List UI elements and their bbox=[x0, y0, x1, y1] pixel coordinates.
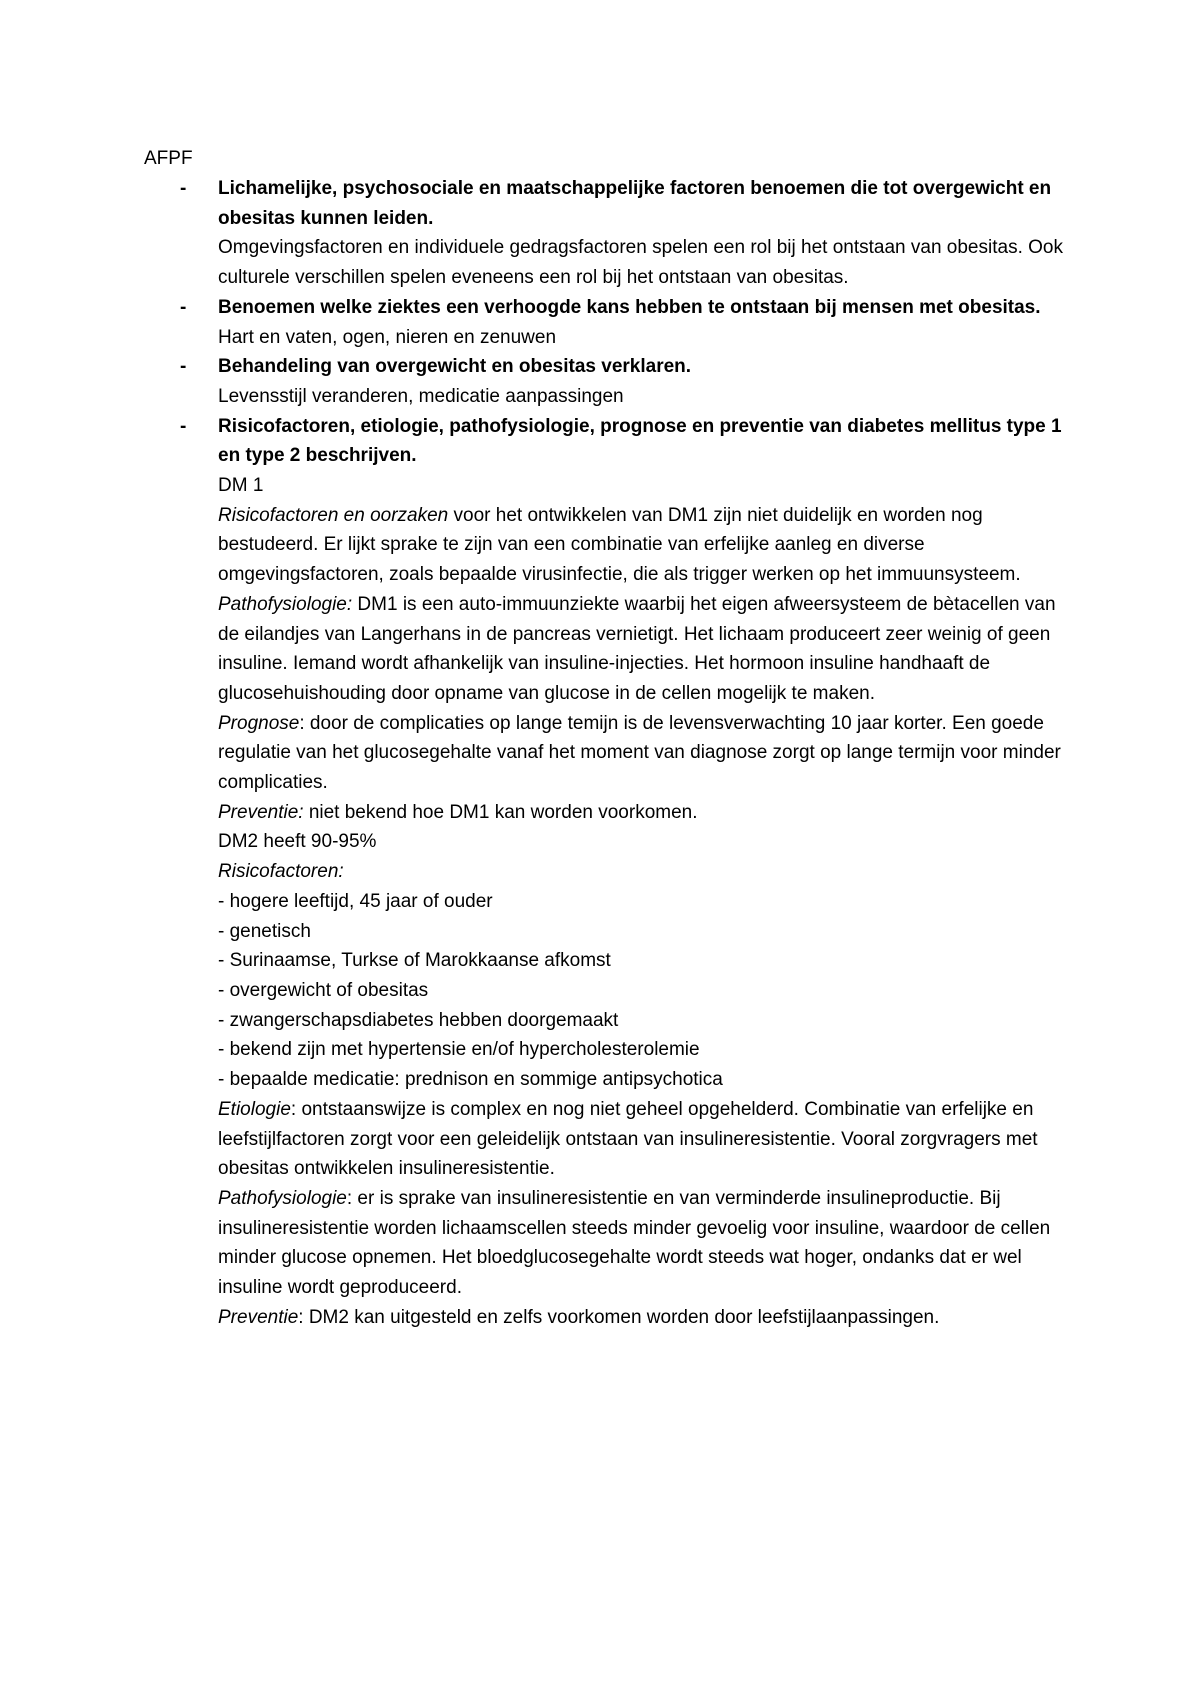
section-text: Omgevingsfactoren en individuele gedragsfactoren spelen een rol bij het ontstaan van obesitas. Ook culturele verschillen spelen eveneens een rol bij het ontstaan van obesitas. bbox=[218, 237, 1063, 289]
paragraph-dm1-prevention bbox=[218, 798, 1064, 828]
paragraph-label: Preventie: bbox=[218, 801, 304, 823]
risk-list-item: - bekend zijn met hypertensie en/of hypercholesterolemie bbox=[218, 1039, 700, 1061]
section-heading: Lichamelijke, psychosociale en maatschappelijke factoren benoemen die tot overgewicht en obesitas kunnen leiden. bbox=[218, 178, 1052, 229]
paragraph-label: Risicofactoren en oorzaken bbox=[218, 504, 449, 526]
paragraph-text: : ontstaanswijze is complex en nog niet geheel opgehelderd. Combinatie van erfelijke en leefstijlfactoren zorgt voor een geleidelijk ontstaan van insulineresistentie. Vooral zorgvragers met obesitas ontwikkelen insulineresistentie. bbox=[218, 1098, 1038, 1180]
paragraph-dm2-prevention bbox=[218, 1303, 1064, 1333]
section-text: Hart en vaten, ogen, nieren en zenuwen bbox=[218, 326, 557, 348]
paragraph-label: Etiologie bbox=[218, 1098, 291, 1120]
paragraph-label: Risicofactoren: bbox=[218, 861, 344, 883]
section-item-2 bbox=[144, 293, 1064, 352]
paragraph-dm2-risk-label bbox=[218, 857, 1064, 887]
paragraph-dm2-pathophysiology bbox=[218, 1184, 1064, 1303]
dm1-heading: DM 1 bbox=[218, 475, 264, 497]
paragraph-text: voor het ontwikkelen van DM1 zijn niet duidelijk en worden nog bestudeerd. Er lijkt sprake te zijn van een combinatie van erfelijke aanleg en diverse omgevingsfactoren, zoals bepaalde virusinfectie, die als trigger werken op het immuunsysteem. bbox=[218, 504, 1021, 586]
paragraph-label: Pathofysiologie bbox=[218, 1187, 347, 1209]
bullet-dash: - bbox=[180, 178, 187, 199]
section-item-1 bbox=[144, 174, 1064, 293]
paragraph-dm1-risk bbox=[218, 501, 1064, 590]
paragraph-text: : door de complicaties op lange temijn is de levensverwachting 10 jaar korter. Een goede regulatie van het glucosegehalte vanaf het moment van diagnose zorgt op lange termijn voor minder complicaties. bbox=[218, 712, 1061, 794]
paragraph-text: : er is sprake van insulineresistentie en van verminderde insulineproductie. Bij insulineresistentie worden lichaamscellen steeds minder gevoelig voor insuline, waardoor de cellen minder glucose opnemen. Het bloedglucosegehalte wordt steeds wat hoger, ondanks dat er wel insuline wordt geproduceerd. bbox=[218, 1187, 1051, 1299]
section-heading: Risicofactoren, etiologie, pathofysiologie, prognose en preventie van diabetes mellitus type 1 en type 2 beschrijven. bbox=[218, 415, 1062, 467]
paragraph-label: Prognose bbox=[218, 712, 300, 734]
paragraph-text: : DM2 kan uitgesteld en zelfs voorkomen worden door leefstijlaanpassingen. bbox=[298, 1306, 940, 1328]
bullet-dash: - bbox=[180, 356, 187, 378]
section-list bbox=[144, 174, 1064, 1332]
risk-list-item: - overgewicht of obesitas bbox=[218, 979, 429, 1001]
dm2-heading: DM2 heeft 90-95% bbox=[218, 831, 377, 853]
section-heading: Behandeling van overgewicht en obesitas verklaren. bbox=[218, 356, 692, 378]
paragraph-dm1-pathophysiology bbox=[218, 590, 1064, 709]
bullet-dash: - bbox=[180, 296, 187, 318]
paragraph-text: niet bekend hoe DM1 kan worden voorkomen. bbox=[303, 801, 698, 823]
section-item-3 bbox=[144, 352, 1064, 411]
risk-list-item: - genetisch bbox=[218, 920, 311, 942]
risk-list-item: - bepaalde medicatie: prednison en sommige antipsychotica bbox=[218, 1069, 723, 1091]
section-text: Levensstijl veranderen, medicatie aanpassingen bbox=[218, 385, 624, 407]
paragraph-label: Pathofysiologie: bbox=[218, 593, 353, 615]
bullet-dash: - bbox=[180, 415, 187, 437]
document-title: AFPF bbox=[144, 148, 193, 169]
section-heading: Benoemen welke ziektes een verhoogde kans hebben te ontstaan bij mensen met obesitas. bbox=[218, 296, 1041, 318]
paragraph-dm1-prognosis bbox=[218, 709, 1064, 798]
risk-list-item: - Surinaamse, Turkse of Marokkaanse afkomst bbox=[218, 950, 611, 972]
risk-list-item: - zwangerschapsdiabetes hebben doorgemaakt bbox=[218, 1009, 619, 1031]
paragraph-text: DM1 is een auto-immuunziekte waarbij het eigen afweersysteem de bètacellen van de eilandjes van Langerhans in de pancreas vernietigt. Het lichaam produceert zeer weinig of geen insuline. Iemand wordt afhankelijk van insuline-injecties. Het hormoon insuline handhaaft de glucosehuishouding door opname van glucose in de cellen mogelijk te maken. bbox=[218, 593, 1056, 704]
risk-list-item: - hogere leeftijd, 45 jaar of ouder bbox=[218, 890, 493, 912]
paragraph-label: Preventie bbox=[218, 1306, 299, 1328]
paragraph-dm2-etiology bbox=[218, 1095, 1064, 1184]
section-item-4 bbox=[144, 412, 1064, 1333]
